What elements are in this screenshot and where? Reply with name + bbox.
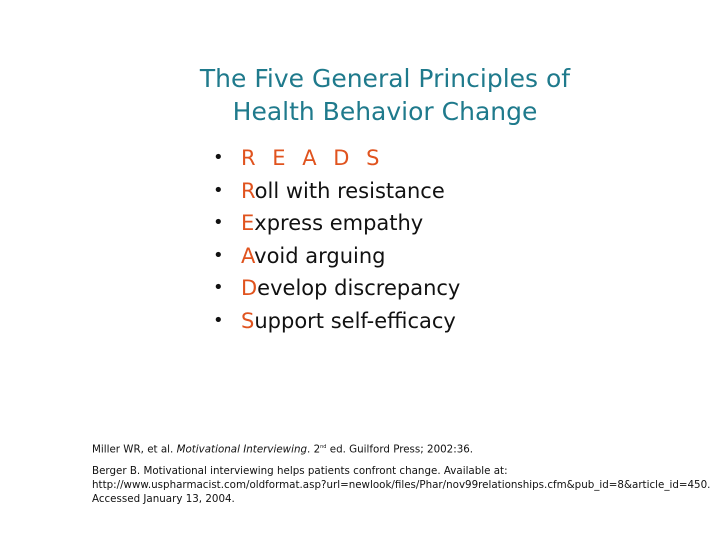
principle-letter: A (241, 243, 255, 268)
principle-letter: S (241, 308, 255, 333)
bullet-icon: • (213, 212, 224, 233)
ref1-book-title: Motivational Interviewing (176, 443, 308, 456)
ref2-accessed: Accessed January 13, 2004. (92, 493, 235, 506)
ref1-publisher: ed. Guilford Press; 2002:36. (326, 443, 474, 456)
list-item-principle (213, 272, 460, 305)
bullet-icon: • (213, 309, 224, 331)
ref1-authors: Miller WR, et al. (92, 443, 177, 456)
bullet-icon: • (213, 277, 224, 298)
list-item-principle (213, 175, 460, 208)
title-line-1: The Five General Principles of (199, 64, 571, 93)
principle-text: xpress empathy (254, 211, 424, 235)
list-item-principle (213, 240, 460, 273)
principle-text: void arguing (254, 243, 386, 268)
references (92, 440, 722, 514)
title-line-2: Health Behavior Change (232, 97, 538, 126)
reads-acronym: R E A D S (241, 146, 385, 170)
reference-1 (92, 440, 722, 456)
principle-letter: R (241, 178, 255, 203)
list-item-principle (213, 207, 460, 240)
list-item-reads (213, 142, 460, 175)
principles-list (213, 142, 460, 337)
principle-text: oll with resistance (254, 178, 445, 203)
slide-title (0, 62, 728, 128)
principle-letter: E (241, 211, 255, 235)
ref2-url: http://www.uspharmacist.com/oldformat.asp?url=newlook/files/Phar/nov99relationships.cfm&pub_id=8&article_id=450. (92, 479, 711, 492)
ref1-edition: . 2 (307, 443, 321, 456)
principle-text: evelop discrepancy (257, 276, 461, 300)
principle-letter: D (241, 276, 258, 300)
list-item-principle (213, 305, 460, 338)
ref1-superscript: nd (320, 444, 327, 450)
bullet-icon: • (213, 179, 224, 201)
reference-2 (92, 464, 722, 506)
bullet-icon: • (213, 244, 224, 266)
principle-text: upport self-efficacy (254, 308, 456, 333)
ref2-citation: Berger B. Motivational interviewing helps patients confront change. Available at: (92, 465, 508, 478)
bullet-icon: • (213, 147, 224, 168)
